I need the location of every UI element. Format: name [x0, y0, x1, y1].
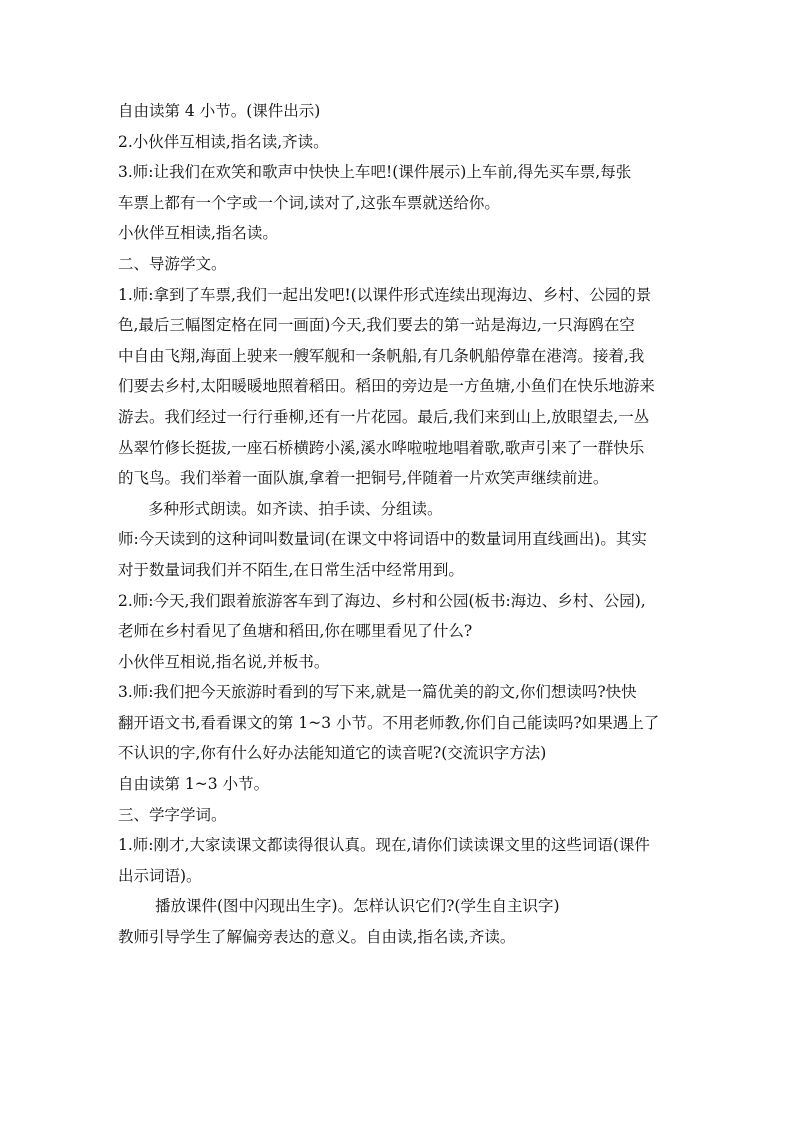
- text-line: 老师在乡村看见了鱼塘和稻田,你在哪里看见了什么?: [118, 622, 473, 641]
- text-line: 2.师:今天,我们跟着旅游客车到了海边、乡村和公园(板书:海边、乡村、公园),: [118, 591, 646, 610]
- text-line: 师:今天读到的这种词叫数量词(在课文中将词语中的数量词用直线画出)。其实: [118, 530, 647, 549]
- section-heading: 三、学字学词。: [118, 805, 227, 824]
- text-line: 们要去乡村,太阳暖暖地照着稻田。稻田的旁边是一方鱼塘,小鱼们在快乐地游来: [118, 377, 655, 396]
- text-line: 翻开语文书,看看课文的第 1~3 小节。不用老师教,你们自己能读吗?如果遇上了: [118, 713, 660, 732]
- text-line: 对于数量词我们并不陌生,在日常生活中经常用到。: [118, 560, 464, 579]
- text-line: 自由读第 4 小节。(课件出示): [118, 102, 321, 120]
- text-line: 丛翠竹修长挺拔,一座石桥横跨小溪,溪水哗啦啦地唱着歌,歌声引来了一群快乐: [118, 438, 645, 457]
- text-line: 2.小伙伴互相读,指名读,齐读。: [118, 132, 329, 151]
- text-line: 教师引导学生了解偏旁表达的意义。自由读,指名读,齐读。: [118, 928, 516, 947]
- text-line: 3.师:让我们在欢笑和歌声中快快上车吧!(课件展示)上车前,得先买车票,每张: [118, 163, 632, 182]
- text-line: 1.师:拿到了车票,我们一起出发吧!(以课件形式连续出现海边、乡村、公园的景: [118, 285, 652, 304]
- section-heading: 二、导游学文。: [118, 254, 227, 273]
- text-line: 1.师:刚才,大家读课文都读得很认真。现在,请你们读读课文里的这些词语(课件: [118, 836, 650, 855]
- text-line: 小伙伴互相说,指名说,并板书。: [118, 652, 330, 671]
- text-line: 不认识的字,你有什么好办法能知道它的读音呢?(交流识字方法): [118, 744, 547, 763]
- text-line: 3.师:我们把今天旅游时看到的写下来,就是一篇优美的韵文,你们想读吗?快快: [118, 683, 637, 702]
- text-line: 游去。我们经过一行行垂柳,还有一片花园。最后,我们来到山上,放眼望去,一丛: [118, 407, 650, 426]
- text-line: 播放课件(图中闪现出生字)。怎样认识它们?(学生自主识字): [155, 897, 560, 916]
- text-line: 小伙伴互相读,指名读。: [118, 224, 278, 243]
- text-line: 中自由飞翔,海面上驶来一艘军舰和一条帆船,有几条帆船停靠在港湾。接着,我: [118, 346, 645, 365]
- text-line: 多种形式朗读。如齐读、拍手读、分组读。: [148, 499, 443, 518]
- text-line: 色,最后三幅图定格在同一画面)今天,我们要去的第一站是海边,一只海鸥在空: [118, 316, 635, 335]
- text-line: 出示词语)。: [118, 866, 202, 885]
- document-body: [118, 96, 686, 953]
- text-line: 的飞鸟。我们举着一面队旗,拿着一把铜号,伴随着一片欢笑声继续前进。: [118, 469, 609, 488]
- text-line: 车票上都有一个字或一个词,读对了,这张车票就送给你。: [118, 193, 500, 212]
- text-line: 自由读第 1~3 小节。: [118, 775, 270, 794]
